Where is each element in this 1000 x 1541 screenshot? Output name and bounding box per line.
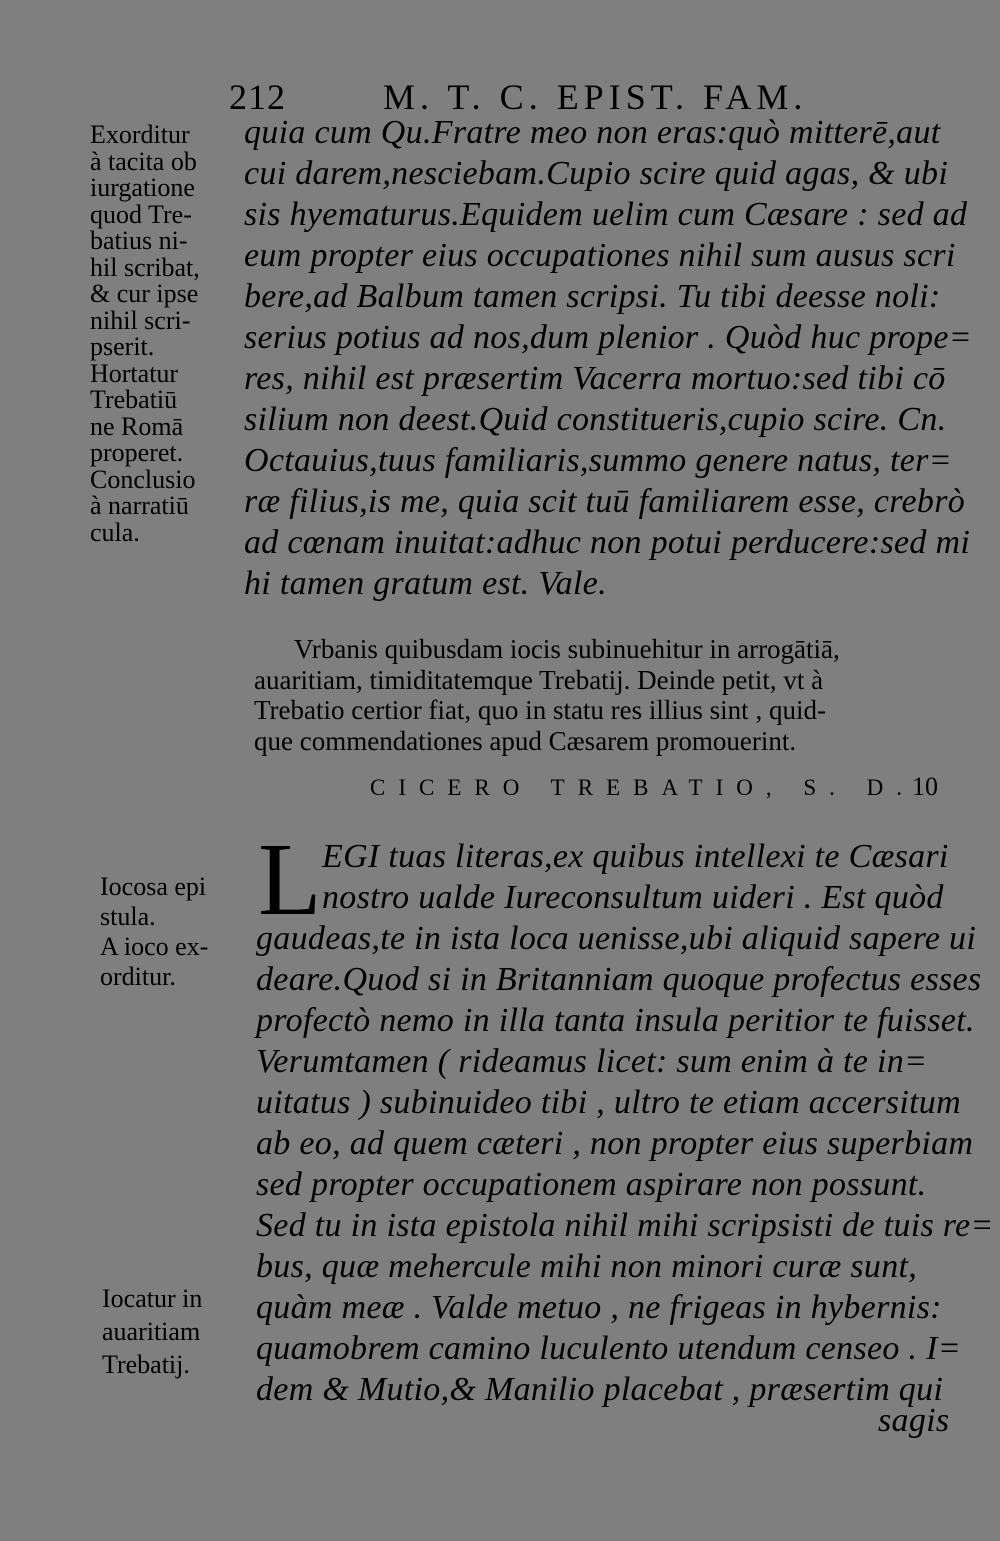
margin-note-line: Iocosa epi [100, 872, 207, 901]
text-line: hi tamen gratum est. Vale. [244, 565, 607, 602]
text-line: uitatus ) subinuideo tibi , ultro te etiam accersitum [256, 1084, 961, 1121]
text-line: ræ filius,is me, quia scit tuū familiarem esse, crebrò [244, 483, 966, 520]
text-line: dem & Mutio,& Manilio placebat , præsertim qui [256, 1371, 944, 1408]
text-line: ab eo, ad quem cæteri , non propter eius superbiam [256, 1125, 974, 1162]
text-line: Verumtamen ( rideamus licet: sum enim à te in= [256, 1043, 928, 1080]
margin-note-line: Trebatiū [90, 385, 178, 414]
text-line: bus, quæ mehercule mihi non minori curæ sunt, [256, 1248, 918, 1285]
text-line: silium non deest.Quid constitueris,cupio scire. Cn. [244, 401, 947, 438]
epistle2-body [256, 918, 994, 1410]
epistle-number: 10 [912, 772, 938, 801]
margin-note-avarice [102, 1282, 202, 1381]
text-line: sed propter occupationem aspirare non possunt. [256, 1166, 927, 1203]
drop-cap: L [258, 822, 322, 937]
margin-note-line: nihil scri- [90, 305, 191, 335]
margin-note-line: à narratiū [90, 491, 189, 520]
margin-note-jocular [100, 872, 208, 992]
argument-summary [254, 634, 840, 756]
margin-note-line: Conclusio [90, 464, 196, 494]
text-line: Sed tu in ista epistola nihil mihi scripsisti de tuis re= [256, 1207, 994, 1244]
margin-note-line: Exorditur [90, 120, 190, 149]
summary-line: que commendationes apud Cæsarem promouerint. [254, 725, 797, 756]
text-line: deare.Quod si in Britanniam quoque profectus esses [256, 961, 982, 998]
margin-note-line: ne Romā [90, 411, 184, 441]
text-line: eum propter eius occupationes nihil sum ausus scri [244, 237, 956, 274]
margin-note-line: hil scribat, [90, 252, 200, 282]
text-line: nostro ualde Iureconsultum uideri . Est quòd [322, 879, 944, 916]
summary-line: Trebatio certior fiat, quo in statu res illius sint , quid- [254, 695, 826, 725]
margin-note-line: A ioco ex- [100, 932, 209, 961]
margin-note-line: auaritiam [102, 1317, 201, 1346]
page-number: 212 [229, 77, 286, 117]
margin-note-line: batius ni- [90, 226, 188, 255]
margin-note-line: quod Tre- [90, 199, 192, 229]
text-line: EGI tuas literas,ex quibus intellexi te Cæsari [322, 838, 949, 875]
epistle2-opening [322, 836, 949, 918]
text-line: ad cœnam inuitat:adhuc non potui perducere:sed mi [244, 524, 971, 561]
summary-line: auaritiam, timiditatemque Trebatij. Deinde petit, vt à [254, 664, 824, 695]
text-line: sis hyematurus.Equidem uelim cum Cæsare : sed ad [244, 196, 968, 233]
margin-note-line: & cur ipse [90, 279, 199, 308]
margin-note-line: à tacita ob [90, 146, 197, 176]
margin-note-line: cula. [90, 517, 140, 547]
margin-note-line: pserit. [90, 332, 155, 361]
margin-note-line: orditur. [100, 962, 176, 991]
margin-note-line: stula. [100, 902, 156, 931]
epistle1-body [244, 112, 972, 604]
text-line: cui darem,nesciebam.Cupio scire quid agas, & ubi [244, 155, 949, 192]
text-line: serius potius ad nos,dum plenior . Quòd huc prope= [244, 319, 973, 356]
text-line: quàm meæ . Valde metuo , ne frigeas in hybernis: [256, 1289, 942, 1326]
catchword: sagis [878, 1402, 950, 1439]
epistle-salutation: CICERO TREBATIO, S. D. [370, 775, 915, 800]
margin-note-line: Trebatij. [102, 1350, 190, 1379]
text-line: res, nihil est præsertim Vacerra mortuo:sed tibi cō [244, 360, 946, 397]
summary-line: Vrbanis quibusdam iocis subinuehitur in arrogātiā, [294, 634, 840, 664]
margin-note-line: Hortatur [90, 358, 179, 388]
margin-note-line: iurgatione [90, 173, 195, 202]
text-line: Octauius,tuus familiaris,summo genere natus, ter= [244, 442, 952, 479]
text-line: quamobrem camino luculento utendum censeo . I= [256, 1330, 961, 1367]
margin-note-epistle1 [90, 122, 200, 546]
margin-note-line: Iocatur in [102, 1284, 203, 1313]
running-title: M. T. C. EPIST. FAM. [383, 77, 808, 117]
text-line: quia cum Qu.Fratre meo non eras:quò mitterē,aut [244, 114, 941, 151]
text-line: gaudeas,te in ista loca uenisse,ubi aliquid sapere ui [256, 920, 977, 957]
text-line: profectò nemo in illa tanta insula peritior te fuisset. [256, 1002, 975, 1039]
margin-note-line: properet. [90, 438, 184, 467]
text-line: bere,ad Balbum tamen scripsi. Tu tibi deesse noli: [244, 278, 941, 315]
